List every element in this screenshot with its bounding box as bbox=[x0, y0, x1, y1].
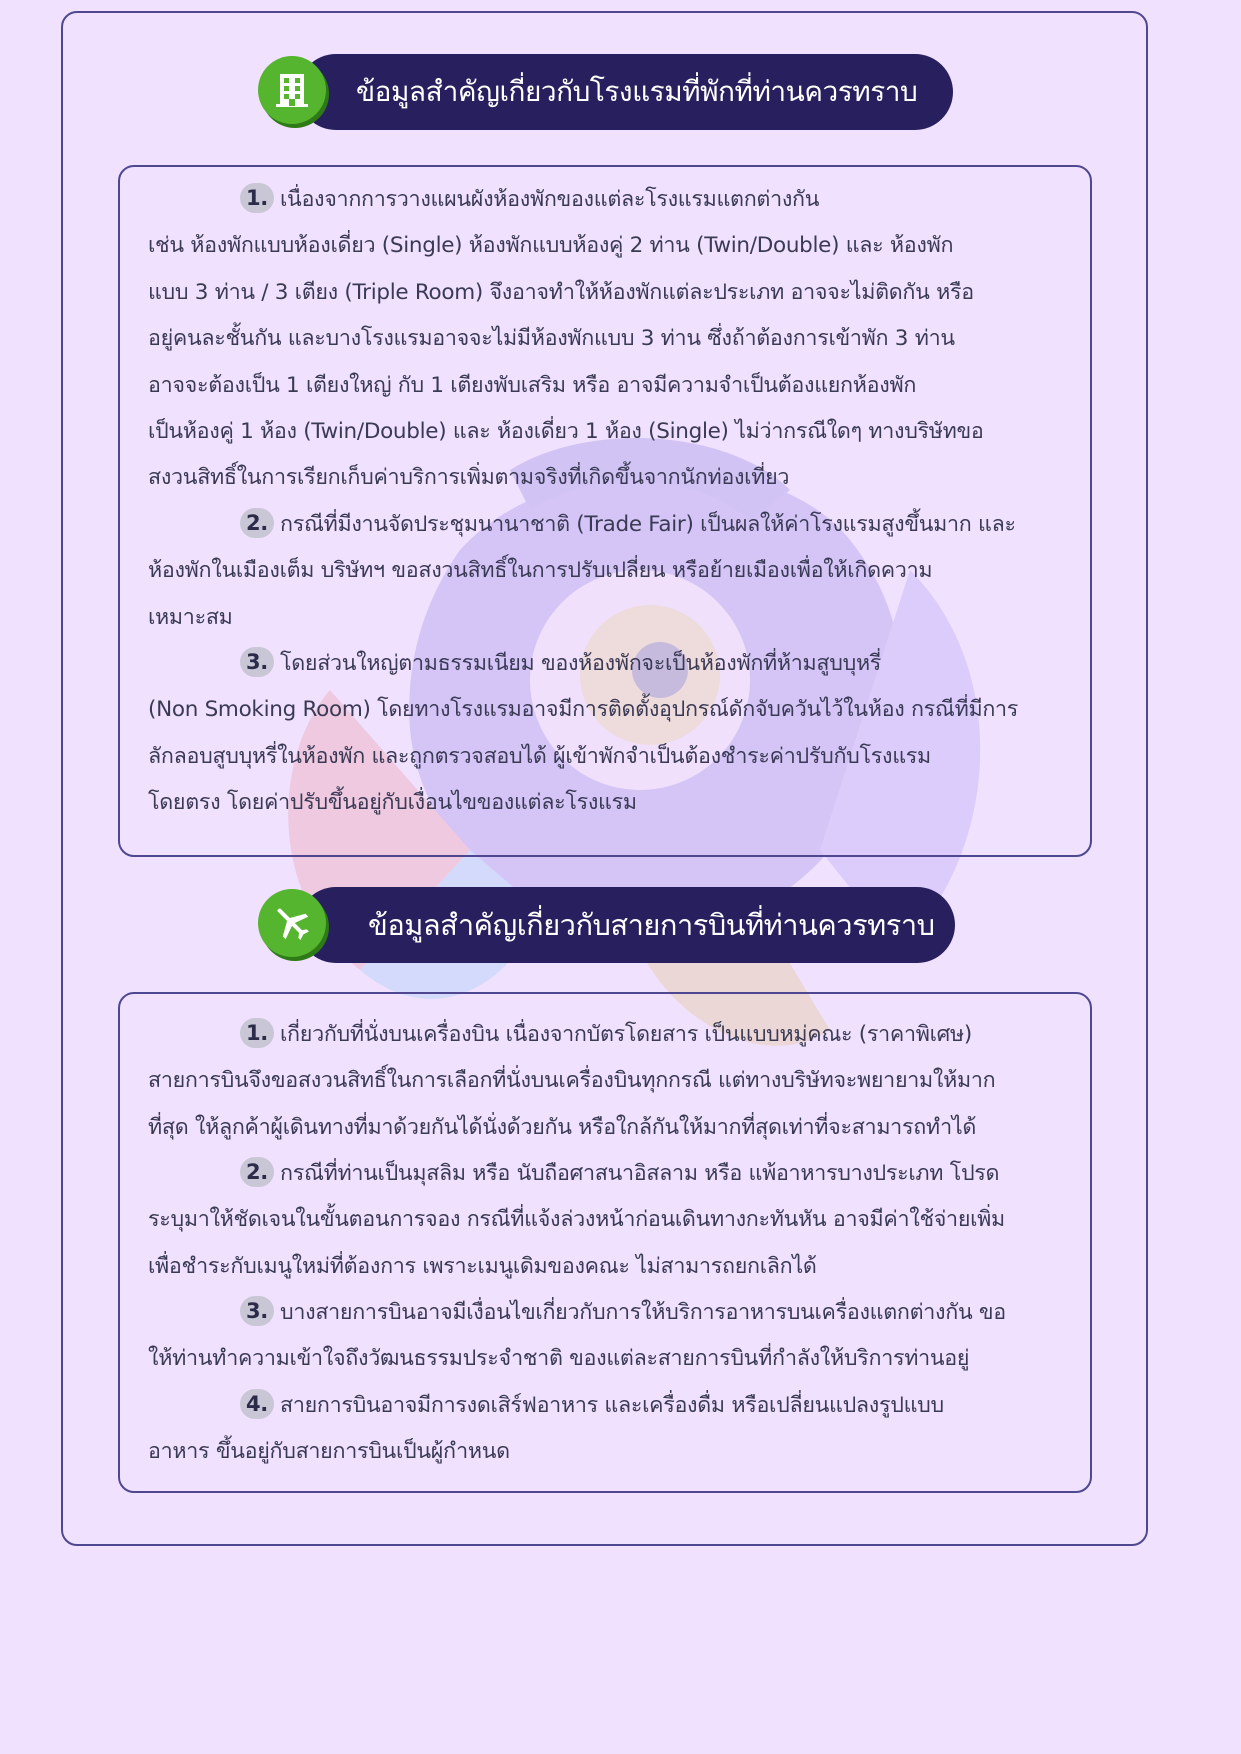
paragraph-line: เช่น ห้องพักแบบห้องเดี่ยว (Single) ห้องพักแบบห้องคู่ 2 ท่าน (Twin/Double) และ ห้องพัก bbox=[148, 233, 954, 259]
airline-item-3 bbox=[148, 1290, 1068, 1383]
airline-section-title-pill bbox=[298, 887, 955, 963]
paragraph-line: เพื่อชำระกับเมนูใหม่ที่ต้องการ เพราะเมนูเดิมของคณะ ไม่สามารถยกเลิกได้ bbox=[148, 1253, 817, 1279]
paragraph-line: สายการบินจึงขอสงวนสิทธิ์ในการเลือกที่นั่งบนเครื่องบินทุกกรณี แต่ทางบริษัทจะพยายามให้มาก bbox=[148, 1068, 996, 1094]
hotel-section-header bbox=[258, 54, 958, 130]
paragraph-line: 2. กรณีที่มีงานจัดประชุมนานาชาติ (Trade Fair) เป็นผลให้ค่าโรงแรมสูงขึ้นมาก และ bbox=[148, 502, 1068, 548]
paragraph-line: ระบุมาให้ชัดเจนในขั้นตอนการจอง กรณีที่แจ้งล่วงหน้าก่อนเดินทางกะทันหัน อาจมีค่าใช้จ่ายเพิ่ม bbox=[148, 1207, 1005, 1233]
paragraph-line: 2. กรณีที่ท่านเป็นมุสลิม หรือ นับถือศาสนาอิสลาม หรือ แพ้อาหารบางประเภท โปรด bbox=[148, 1151, 1068, 1197]
paragraph-line: 3. บางสายการบินอาจมีเงื่อนไขเกี่ยวกับการให้บริการอาหารบนเครื่องแตกต่างกัน ขอ bbox=[148, 1290, 1068, 1336]
airline-item-2 bbox=[148, 1151, 1068, 1290]
hotel-item-1 bbox=[148, 177, 1068, 502]
paragraph-line: อยู่คนละชั้นกัน และบางโรงแรมอาจจะไม่มีห้องพักแบบ 3 ท่าน ซึ่งถ้าต้องการเข้าพัก 3 ท่าน bbox=[148, 326, 955, 352]
item-number-badge: 1. bbox=[240, 1018, 274, 1048]
item-number-badge: 4. bbox=[240, 1389, 274, 1419]
paragraph-line: แบบ 3 ท่าน / 3 เตียง (Triple Room) จึงอาจทำให้ห้องพักแต่ละประเภท อาจจะไม่ติดกัน หรือ bbox=[148, 279, 974, 305]
hotel-section-title: ข้อมูลสำคัญเกี่ยวกับโรงแรมที่พักที่ท่านควรทราบ bbox=[356, 75, 918, 108]
paragraph-line: ห้องพักในเมืองเต็ม บริษัทฯ ขอสงวนสิทธิ์ในการปรับเปลี่ยน หรือย้ายเมืองเพื่อให้เกิดความ bbox=[148, 558, 933, 584]
airline-section-title: ข้อมูลสำคัญเกี่ยวกับสายการบินที่ท่านควรทราบ bbox=[368, 908, 935, 942]
paragraph-line: อาหาร ขึ้นอยู่กับสายการบินเป็นผู้กำหนด bbox=[148, 1439, 510, 1465]
item-number-badge: 3. bbox=[240, 1296, 274, 1326]
paragraph-line: ให้ท่านทำความเข้าใจถึงวัฒนธรรมประจำชาติ ของแต่ละสายการบินที่กำลังให้บริการท่านอยู่ bbox=[148, 1346, 970, 1372]
building-icon bbox=[258, 56, 326, 124]
item-number-badge: 3. bbox=[240, 647, 274, 677]
paragraph-line: (Non Smoking Room) โดยทางโรงแรมอาจมีการติดตั้งอุปกรณ์ดักจับควันไว้ในห้อง กรณีที่มีการ bbox=[148, 697, 1019, 723]
item-number-badge: 1. bbox=[240, 183, 274, 213]
airline-item-4 bbox=[148, 1383, 1068, 1476]
paragraph-line: 4. สายการบินอาจมีการงดเสิร์ฟอาหาร และเครื่องดื่ม หรือเปลี่ยนแปลงรูปแบบ bbox=[148, 1383, 1068, 1429]
hotel-item-3 bbox=[148, 641, 1068, 827]
airplane-icon bbox=[258, 889, 326, 957]
airline-item-1 bbox=[148, 1012, 1068, 1151]
paragraph-line: เหมาะสม bbox=[148, 604, 233, 630]
airline-section-header bbox=[258, 887, 958, 963]
paragraph-line: เป็นห้องคู่ 1 ห้อง (Twin/Double) และ ห้องเดี่ยว 1 ห้อง (Single) ไม่ว่ากรณีใดๆ ทางบริษัทขอ bbox=[148, 419, 984, 445]
item-number-badge: 2. bbox=[240, 1157, 274, 1187]
paragraph-line: ลักลอบสูบบุหรี่ในห้องพัก และถูกตรวจสอบได้ ผู้เข้าพักจำเป็นต้องชำระค่าปรับกับโรงแรม bbox=[148, 743, 931, 769]
paragraph-line: ที่สุด ให้ลูกค้าผู้เดินทางที่มาด้วยกันได้นั่งด้วยกัน หรือใกล้กันให้มากที่สุดเท่าที่จะสามารถทำได้ bbox=[148, 1114, 977, 1140]
paragraph-line: 1. เนื่องจากการวางแผนผังห้องพักของแต่ละโรงแรมแตกต่างกัน bbox=[148, 177, 1068, 223]
paragraph-line: 3. โดยส่วนใหญ่ตามธรรมเนียม ของห้องพักจะเป็นห้องพักที่ห้ามสูบบุหรี่ bbox=[148, 641, 1068, 687]
paragraph-line: สงวนสิทธิ์ในการเรียกเก็บค่าบริการเพิ่มตามจริงที่เกิดขึ้นจากนักท่องเที่ยว bbox=[148, 465, 790, 491]
item-number-badge: 2. bbox=[240, 508, 274, 538]
hotel-item-2 bbox=[148, 502, 1068, 641]
hotel-section-title-pill bbox=[298, 54, 953, 130]
paragraph-line: โดยตรง โดยค่าปรับขึ้นอยู่กับเงื่อนไขของแต่ละโรงแรม bbox=[148, 790, 637, 816]
paragraph-line: อาจจะต้องเป็น 1 เตียงใหญ่ กับ 1 เตียงพับเสริม หรือ อาจมีความจำเป็นต้องแยกห้องพัก bbox=[148, 372, 917, 398]
paragraph-line: 1. เกี่ยวกับที่นั่งบนเครื่องบิน เนื่องจากบัตรโดยสาร เป็นแบบหมู่คณะ (ราคาพิเศษ) bbox=[148, 1012, 1068, 1058]
